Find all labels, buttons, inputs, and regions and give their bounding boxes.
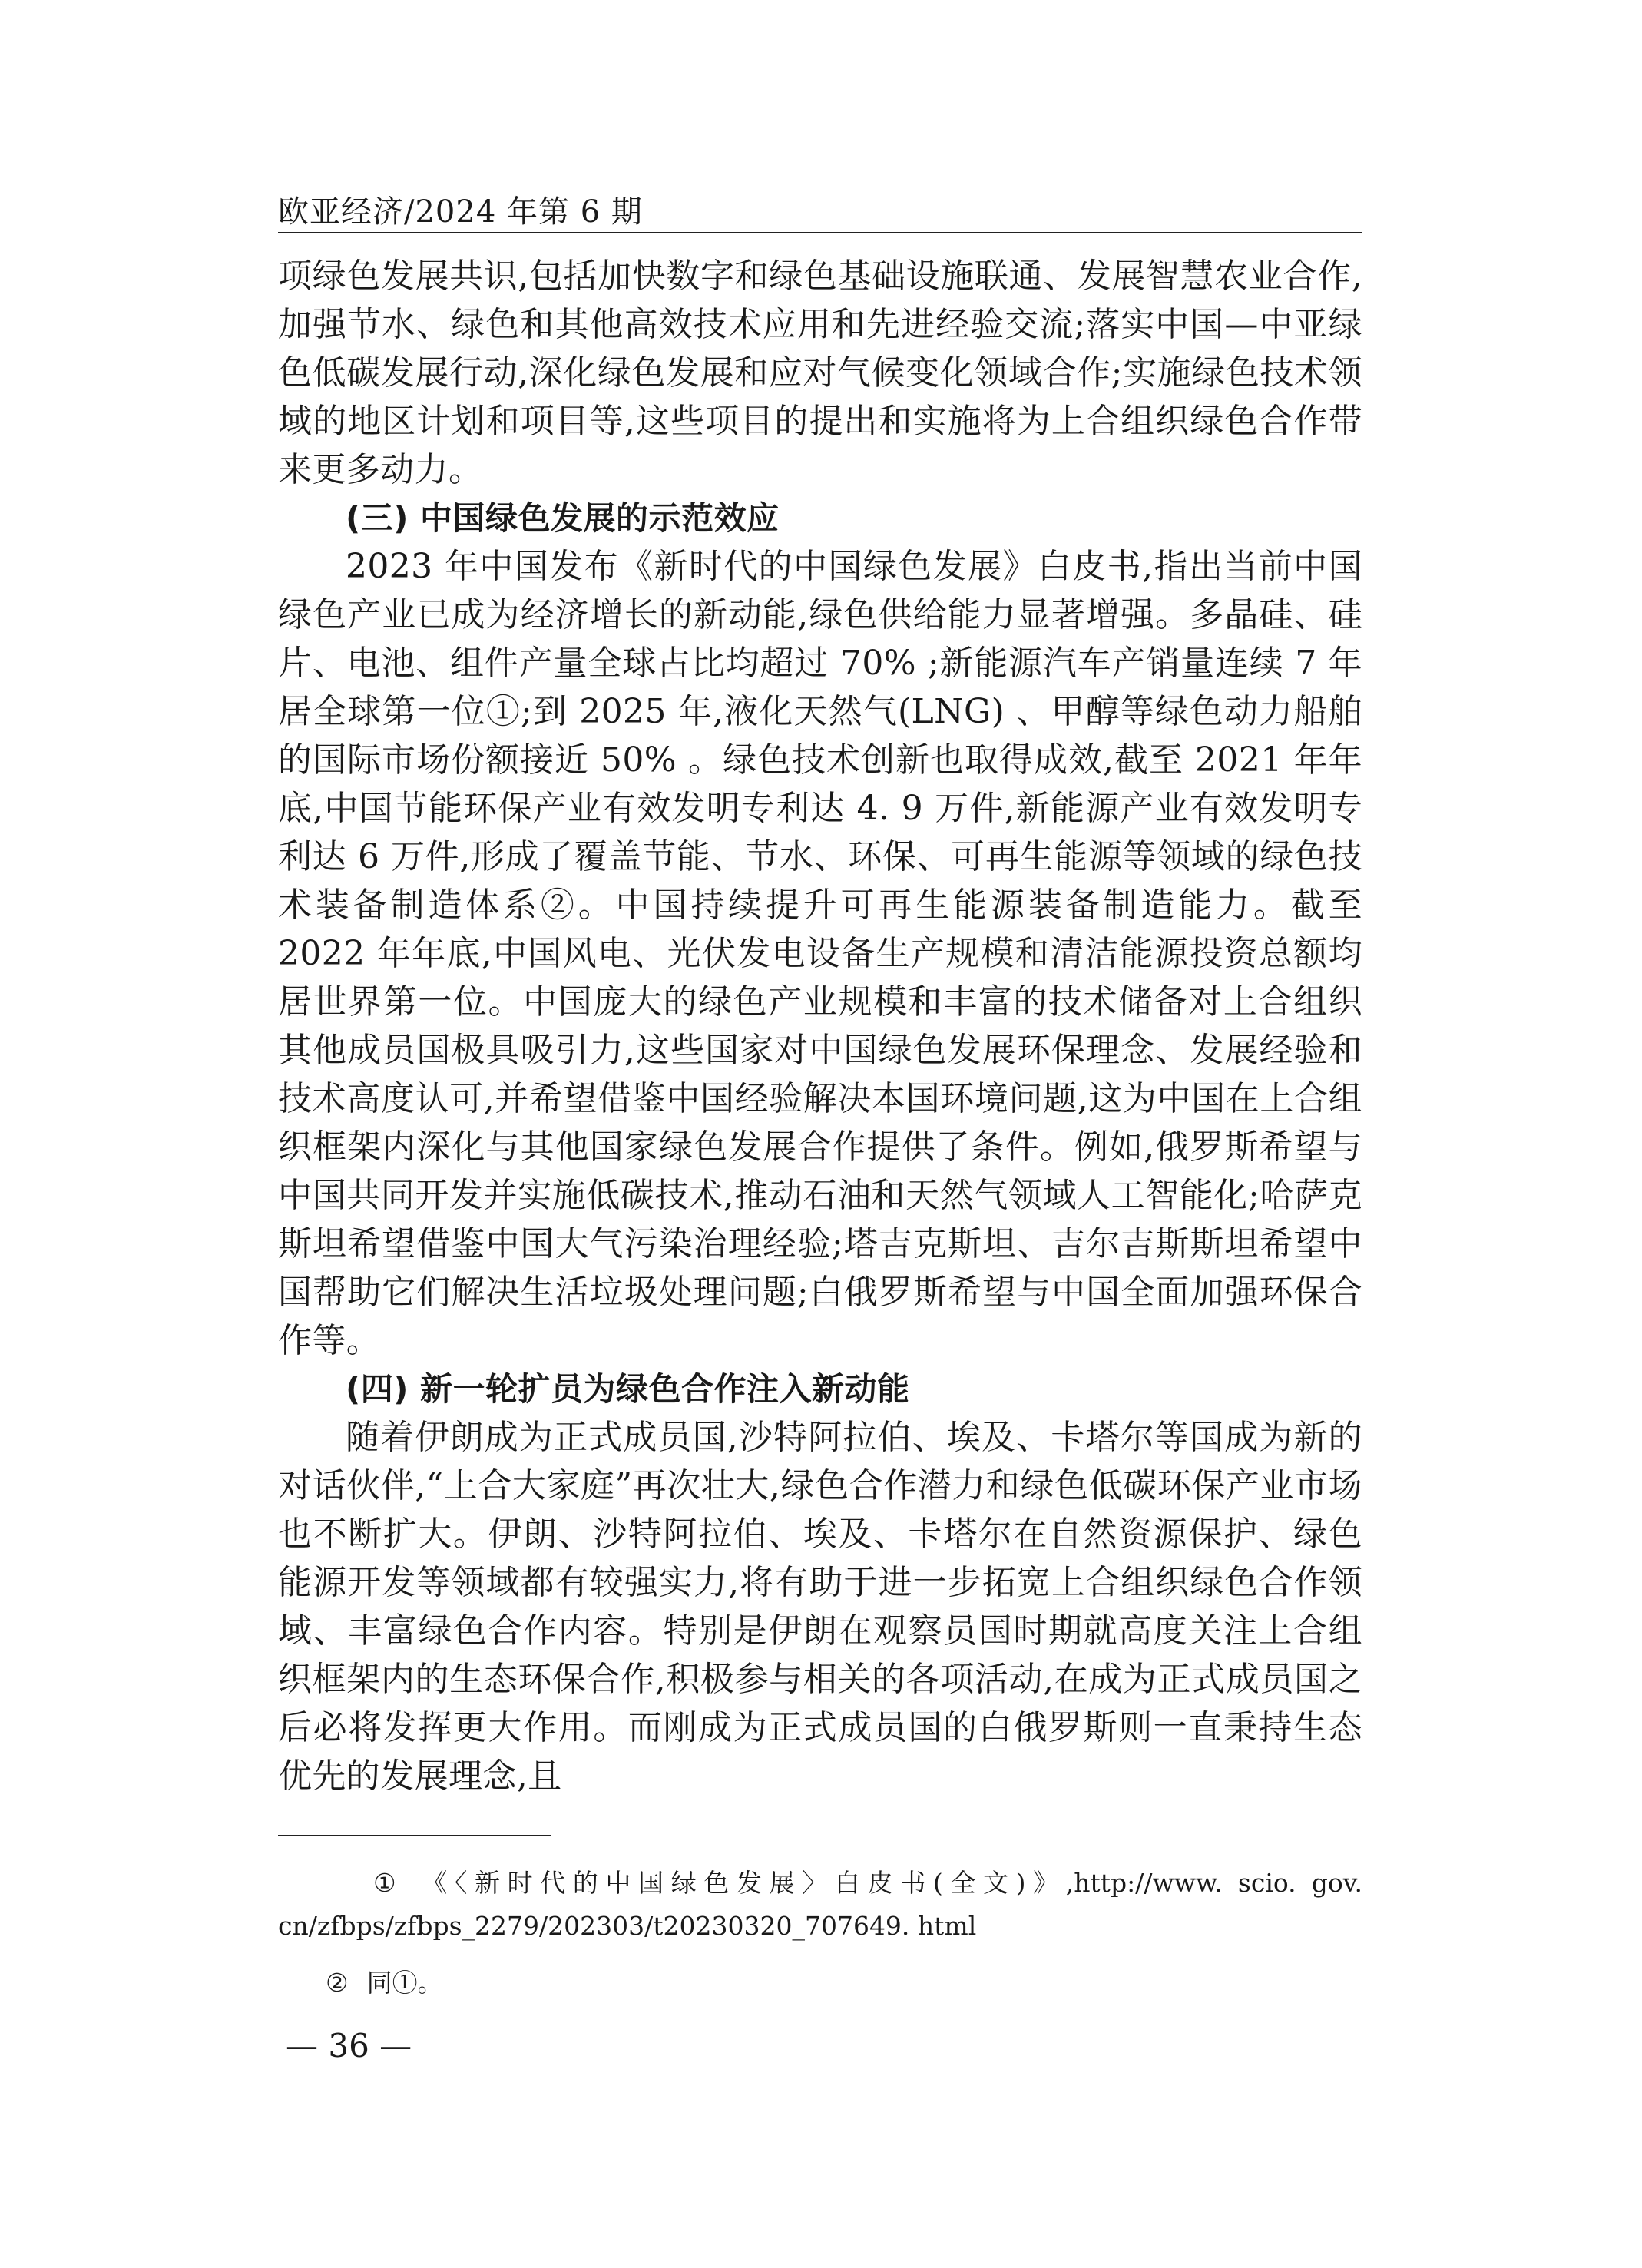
footnote-text: 同①。: [366, 1968, 443, 1998]
article-body: [278, 252, 1362, 1800]
section-heading-3: (三) 中国绿色发展的示范效应: [346, 499, 780, 537]
footnotes: [278, 1862, 1362, 2005]
paragraph-section-3: 2023 年中国发布《新时代的中国绿色发展》白皮书,指出当前中国绿色产业已成为经济增长的新动能,绿色供给能力显著增强。多晶硅、硅片、电池、组件产量全球占比均超过 70% ;新能源汽车产销量连续 7 年居全球第一位①;到 2025 年,液化天然气(LNG) 、甲醇等绿色动力船舶的国际市场份额接近 50% 。绿色技术创新也取得成效,截至 2021 年年底,中国节能环保产业有效发明专利达 4. 9 万件,新能源产业有效发明专利达 6 万件,形成了覆盖节能、节水、环保、可再生能源等领域的绿色技术装备制造体系②。中国持续提升可再生能源装备制造能力。截至 2022 年年底,中国风电、光伏发电设备生产规模和清洁能源投资总额均居世界第一位。中国庞大的绿色产业规模和丰富的技术储备对上合组织其他成员国极具吸引力,这些国家对中国绿色发展环保理念、发展经验和技术高度认可,并希望借鉴中国经验解决本国环境问题,这为中国在上合组织框架内深化与其他国家绿色发展合作提供了条件。例如,俄罗斯希望与中国共同开发并实施低碳技术,推动石油和天然气领域人工智能化;哈萨克斯坦希望借鉴中国大气污染治理经验;塔吉克斯坦、吉尔吉斯斯坦希望中国帮助它们解决生活垃圾处理问题;白俄罗斯希望与中国全面加强环保合作等。: [278, 547, 1362, 1360]
running-header: 欧亚经济/2024 年第 6 期: [278, 194, 643, 230]
section-heading-4: (四) 新一轮扩员为绿色合作注入新动能: [346, 1370, 910, 1408]
footnote-mark: ②: [326, 1968, 349, 1998]
paragraph-continuation: 项绿色发展共识,包括加快数字和绿色基础设施联通、发展智慧农业合作,加强节水、绿色和其他高效技术应用和先进经验交流;落实中国—中亚绿色低碳发展行动,深化绿色发展和应对气候变化领域合作;实施绿色技术领域的地区计划和项目等,这些项目的提出和实施将为上合组织绿色合作带来更多动力。: [278, 257, 1362, 489]
footnote-mark: ①: [373, 1868, 396, 1898]
footnote-text: 《〈新时代的中国绿色发展〉白皮书(全文)》,http://www. scio. gov. cn/zfbps/zfbps_2279/202303/t20230320_707649. html: [278, 1868, 1362, 1941]
footnote-rule: [278, 1835, 551, 1836]
header-rule: [278, 232, 1362, 233]
footnote-2: [278, 1962, 1362, 2005]
paragraph-section-4: 随着伊朗成为正式成员国,沙特阿拉伯、埃及、卡塔尔等国成为新的对话伙伴,“上合大家庭”再次壮大,绿色合作潜力和绿色低碳环保产业市场也不断扩大。伊朗、沙特阿拉伯、埃及、卡塔尔在自然资源保护、绿色能源开发等领域都有较强实力,将有助于进一步拓宽上合组织绿色合作领域、丰富绿色合作内容。特别是伊朗在观察员国时期就高度关注上合组织框架内的生态环保合作,积极参与相关的各项活动,在成为正式成员国之后必将发挥更大作用。而刚成为正式成员国的白俄罗斯则一直秉持生态优先的发展理念,且: [278, 1418, 1362, 1796]
page-number: — 36 —: [286, 2027, 412, 2064]
footnote-1: [278, 1862, 1362, 1948]
